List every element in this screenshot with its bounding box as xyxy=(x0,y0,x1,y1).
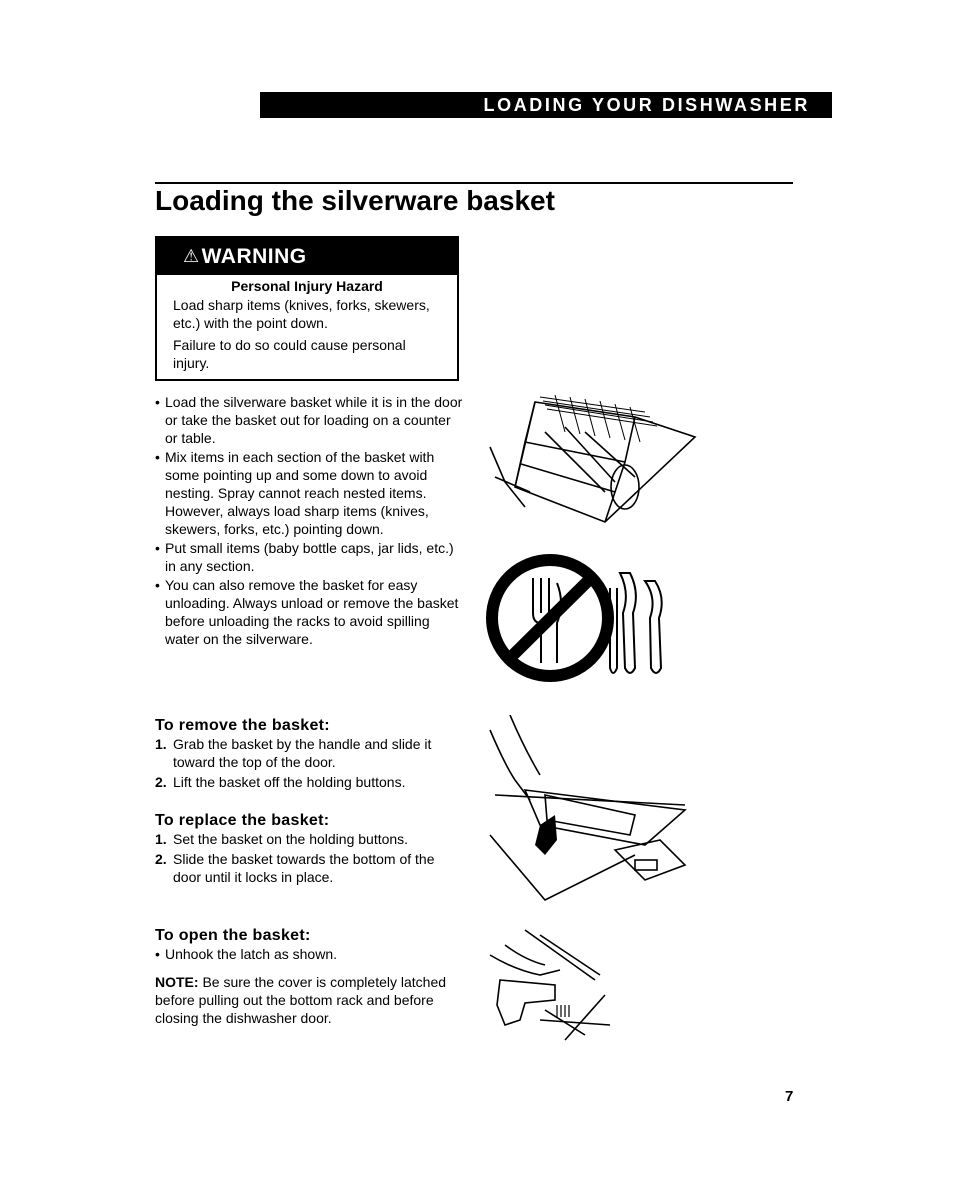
silverware-basket-illustration xyxy=(485,392,700,527)
list-item: • You can also remove the basket for easy unloading. Always unload or remove the basket before unloading the racks to avoid spilling water on the silverware. xyxy=(155,576,463,648)
step-text: Set the basket on the holding buttons. xyxy=(173,831,409,847)
warning-subtitle: Personal Injury Hazard xyxy=(231,278,383,294)
step-number: 2. xyxy=(155,774,167,790)
step-item xyxy=(155,850,465,886)
note-paragraph xyxy=(155,973,465,1027)
remove-basket-illustration xyxy=(485,715,695,905)
step-number: 2. xyxy=(155,851,167,867)
warning-triangle-icon: ⚠ xyxy=(183,246,200,266)
step-text: Slide the basket towards the bottom of the door until it locks in place. xyxy=(173,851,435,885)
warning-header xyxy=(157,238,457,275)
remove-basket-section xyxy=(155,717,465,793)
step-number: 1. xyxy=(155,831,167,847)
warning-paragraph: Failure to do so could cause personal injury. xyxy=(173,337,406,371)
note-text: Be sure the cover is completely latched before pulling out the bottom rack and before closing the dishwasher door. xyxy=(155,974,447,1026)
loading-bullet-list xyxy=(155,393,463,649)
note-label: NOTE: xyxy=(155,974,199,990)
warning-box xyxy=(155,236,459,381)
warning-label: WARNING xyxy=(201,244,307,268)
list-item: • Put small items (baby bottle caps, jar lids, etc.) in any section. xyxy=(155,539,463,575)
remove-heading: To remove the basket: xyxy=(155,717,330,734)
list-item: • Mix items in each section of the basket with some pointing up and some down to avoid nesting. Spray cannot reach nested items. However, always load sharp items (knives, skewers, forks, etc.) pointing down. xyxy=(155,448,463,538)
step-text: Lift the basket off the holding buttons. xyxy=(173,774,406,790)
list-item: • Unhook the latch as shown. xyxy=(155,945,465,963)
step-number: 1. xyxy=(155,736,167,752)
step-text: Grab the basket by the handle and slide it toward the top of the door. xyxy=(173,736,432,770)
title-rule xyxy=(155,182,793,184)
section-title: LOADING YOUR DISHWASHER xyxy=(483,94,810,115)
page-number: 7 xyxy=(785,1088,794,1105)
replace-basket-section xyxy=(155,812,465,888)
step-item xyxy=(155,735,465,771)
section-header-bar xyxy=(260,92,832,118)
warning-paragraph: Load sharp items (knives, forks, skewers, etc.) with the point down. xyxy=(173,297,430,331)
open-latch-illustration xyxy=(485,925,615,1045)
step-item xyxy=(155,773,465,791)
replace-heading: To replace the basket: xyxy=(155,812,330,829)
list-item: • Load the silverware basket while it is in the door or take the basket out for loading on a counter or table. xyxy=(155,393,463,447)
open-basket-section xyxy=(155,927,465,1027)
page-title: Loading the silverware basket xyxy=(155,185,555,216)
open-heading: To open the basket: xyxy=(155,927,311,944)
no-nesting-illustration xyxy=(485,553,675,688)
step-item xyxy=(155,830,465,848)
